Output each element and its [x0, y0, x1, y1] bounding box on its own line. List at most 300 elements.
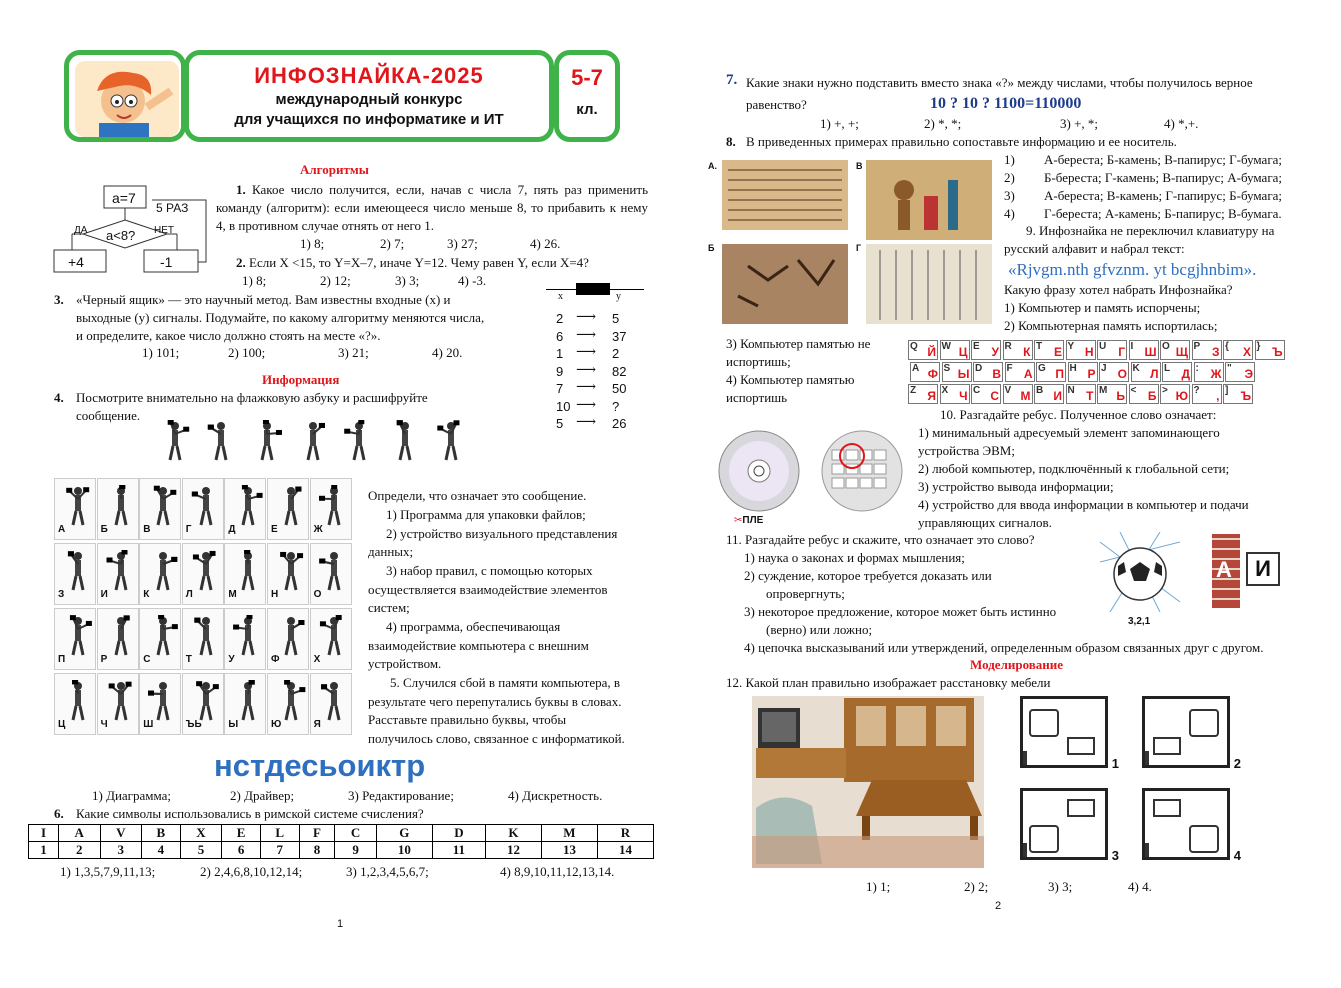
roman-symbol-cell: F [299, 825, 335, 842]
q11-letter-i-text: И [1255, 556, 1271, 581]
q8-option-text: Б-береста; Г-камень; В-папирус; А-бумага; [1044, 170, 1283, 185]
flag-cell [139, 608, 181, 670]
flag-letter: У [228, 654, 235, 665]
flag-figure [319, 615, 349, 661]
key-latin: < [1130, 385, 1137, 396]
semaphore-figure-icon [319, 680, 349, 722]
q10-option-4a: 4) устройство для ввода информации в компьютер и подачи [918, 497, 1249, 512]
flag-cell [182, 543, 224, 605]
rebus-10-letters: ПЛЕ [742, 515, 764, 526]
flag-figure [276, 615, 306, 661]
flag-letter: Л [185, 589, 193, 600]
flag-cell [267, 673, 309, 735]
roman-symbol-cell: E [222, 825, 261, 842]
key-latin: C [973, 385, 981, 396]
q11-letter-a: А [1216, 557, 1232, 582]
flag-cell [267, 478, 309, 540]
roman-value-cell: 2 [58, 842, 100, 859]
key-latin: Z [910, 385, 917, 396]
floor-plan [1020, 696, 1119, 771]
flag-letter: О [313, 589, 322, 600]
q9-option-3a: 3) Компьютер памятью не [726, 336, 871, 351]
keyboard-key [908, 384, 938, 404]
arrow-icon: ⟶ [576, 380, 597, 395]
key-latin: T [1036, 341, 1043, 352]
key-latin: M [1099, 385, 1108, 396]
key-latin: I [1130, 341, 1134, 352]
flag-letter: Е [271, 524, 278, 535]
q2-number: 2. [236, 255, 246, 270]
keyboard-key [971, 340, 1001, 360]
key-latin: K [1132, 363, 1140, 374]
semaphore-figure-icon [148, 680, 178, 722]
flag-message-figure [344, 420, 374, 466]
flag-figure [191, 485, 221, 531]
flag-figure [106, 550, 136, 596]
flag-figure [148, 550, 178, 596]
key-latin: { [1225, 341, 1229, 352]
q4-prompt: Определи, что означает это сообщение. [368, 488, 587, 503]
flag-figure [63, 615, 93, 661]
q4-option-3c: систем; [368, 600, 410, 615]
semaphore-figure-icon [319, 615, 349, 657]
keyboard-key [908, 340, 938, 360]
black-box-output: ? [612, 398, 620, 414]
q8-option-number: 1) [1004, 152, 1015, 167]
plan-table [1153, 737, 1181, 755]
keyboard-key [1068, 362, 1098, 382]
contest-subtitle-2: для учащихся по информатике и ИТ [234, 111, 504, 128]
flag-letter: Г [185, 524, 192, 535]
flag-figure [191, 550, 221, 596]
flag-cell [224, 543, 266, 605]
black-box-output: 50 [612, 381, 627, 396]
key-latin: F [1006, 363, 1013, 374]
roman-row-numbers [29, 842, 654, 859]
arrow-icon: ⟶ [576, 345, 597, 360]
semaphore-figure-icon [298, 420, 328, 462]
key-cyrillic: К [1023, 345, 1031, 359]
flag-figure [276, 550, 306, 596]
key-cyrillic: Й [927, 345, 936, 359]
flow-condition: a<8? [106, 228, 136, 243]
flag-message-figure [252, 420, 282, 466]
flag-letter: В [143, 524, 151, 535]
key-latin: R [1004, 341, 1012, 352]
key-latin: G [1038, 363, 1046, 374]
keyboard-key [942, 362, 972, 382]
semaphore-figure-icon [106, 615, 136, 657]
flag-message-figure [390, 420, 420, 466]
q1-answer-2: 2) 7; [380, 236, 405, 251]
black-box-output: 26 [612, 416, 627, 431]
flag-letter: Ш [143, 719, 154, 730]
q3-line-2: выходные (у) сигналы. Подумайте, по какому алгоритму меняются числа, [76, 310, 485, 325]
key-cyrillic: Л [1150, 367, 1159, 381]
q1-text: Какое число получится, если, начав с числа 7, пять раз применить команду (алгоритм): если имеющееся число меньше 8, то прибавить к нему 4, в противном случае отнять от него 1. [216, 182, 648, 233]
semaphore-figure-icon [233, 485, 263, 527]
flag-cell [139, 673, 181, 735]
flag-figure [319, 680, 349, 726]
semaphore-figure-icon [233, 680, 263, 722]
flag-cell [97, 608, 139, 670]
q10-option-1a: 1) минимальный адресуемый элемент запоминающего [918, 425, 1220, 440]
flag-figure [276, 485, 306, 531]
q8-option-text: А-береста; Б-камень; В-папирус; Г-бумага; [1044, 152, 1283, 167]
key-cyrillic: В [992, 367, 1001, 381]
semaphore-figure-icon [63, 550, 93, 592]
key-cyrillic: И [1053, 389, 1062, 403]
roman-value-cell: 14 [597, 842, 653, 859]
key-latin: L [1164, 363, 1171, 374]
flag-cell [97, 478, 139, 540]
semaphore-figure-icon [233, 615, 263, 657]
q7-line-2: равенство? [746, 97, 807, 112]
flag-letter: С [143, 654, 151, 665]
semaphore-figure-icon [106, 485, 136, 527]
q4-number: 4. [54, 390, 64, 405]
key-cyrillic: Б [1147, 389, 1157, 403]
mascot-image [75, 61, 179, 137]
q7-answer-2: 2) *, *; [924, 116, 962, 131]
q8-label-b: Б [708, 243, 715, 253]
q8-label-a: А. [708, 161, 717, 171]
floor-plan [1142, 696, 1241, 771]
keyboard-key [1255, 340, 1285, 360]
key-latin: A [912, 363, 920, 374]
cd-disc-image [716, 428, 802, 514]
flag-cell [310, 673, 352, 735]
flag-letter: Ж [313, 524, 323, 535]
flag-cell [224, 673, 266, 735]
key-cyrillic: О [1117, 367, 1127, 381]
flag-cell [139, 478, 181, 540]
q9-option-4a: 4) Компьютер памятью [726, 372, 855, 387]
q6-answer-2: 2) 2,4,6,8,10,12,14; [200, 864, 303, 879]
keyboard-key [1129, 384, 1159, 404]
key-latin: Q [910, 341, 918, 352]
q8-option-number: 4) [1004, 206, 1015, 221]
key-latin: B [1036, 385, 1044, 396]
semaphore-figure-icon [63, 485, 93, 527]
roman-symbol-cell: D [432, 825, 485, 842]
flag-figure [148, 485, 178, 531]
q3-line-3: и определите, какое число должно стоять на месте «?». [76, 328, 381, 343]
roman-symbol-cell: M [541, 825, 597, 842]
flag-cell [182, 478, 224, 540]
flag-letter: Ч [100, 719, 108, 730]
q1-answer-4: 4) 26. [530, 236, 561, 251]
semaphore-figure-icon [148, 550, 178, 592]
q9-line-3: Какую фразу хотел набрать Инфознайка? [1004, 282, 1233, 297]
semaphore-figure-icon [436, 420, 466, 462]
keyboard-key [1160, 340, 1190, 360]
flag-letter: Ф [271, 654, 280, 665]
flag-cell [54, 543, 96, 605]
plan-sofa [1189, 709, 1219, 737]
keyboard-key [1225, 362, 1255, 382]
q11-rebus-numbers: 3,2,1 [1128, 616, 1151, 627]
key-cyrillic: Э [1244, 367, 1253, 381]
key-cyrillic: Ц [958, 345, 968, 359]
flag-figure [233, 485, 263, 531]
q4-option-3b: осуществляется взаимодействие элементов [368, 582, 608, 597]
flag-figure [319, 550, 349, 596]
flag-cell [182, 608, 224, 670]
black-box-y-label: у [616, 291, 621, 302]
section-information: Информация [262, 372, 340, 387]
flag-cell [224, 608, 266, 670]
black-box-input: 1 [556, 346, 564, 361]
plan-number: 1 [1111, 756, 1119, 771]
semaphore-figure-icon [106, 680, 136, 722]
page-number-2: 2 [995, 900, 1002, 912]
roman-value-cell: 12 [485, 842, 541, 859]
arrow-icon: ⟶ [576, 415, 597, 430]
q6-answer-4: 4) 8,9,10,11,12,13,14. [500, 864, 615, 879]
semaphore-figure-icon [252, 420, 282, 462]
semaphore-figure-icon [276, 550, 306, 592]
semaphore-figure-icon [276, 485, 306, 527]
q1-number: 1. [236, 182, 246, 197]
semaphore-figure-icon [276, 680, 306, 722]
floor-plan [1020, 788, 1119, 863]
roman-symbol-cell: I [29, 825, 59, 842]
flag-figure [63, 680, 93, 726]
key-cyrillic: Д [1181, 367, 1190, 381]
rebus-10-text [734, 513, 763, 529]
keyboard-key [1097, 384, 1127, 404]
roman-value-cell: 11 [432, 842, 485, 859]
keyboard-key [1160, 384, 1190, 404]
q3-answer-3: 3) 21; [338, 345, 369, 360]
flag-figure [106, 485, 136, 531]
flag-letter: А [58, 524, 66, 535]
keyboard-photo [820, 430, 904, 512]
contest-title: ИНФОЗНАЙКА-2025 [254, 63, 484, 88]
flag-figure [106, 680, 136, 726]
plan-door [1023, 843, 1027, 857]
key-cyrillic: Ф [927, 367, 938, 381]
flag-figure [233, 615, 263, 661]
q11-line-1: 11. Разгадайте ребус и скажите, что означает это слово? [726, 532, 1035, 547]
key-latin: O [1162, 341, 1170, 352]
q12-answer-2: 2) 2; [964, 879, 989, 894]
roman-symbol-cell: R [597, 825, 653, 842]
black-box-input: 10 [556, 398, 571, 414]
key-latin: > [1162, 385, 1168, 396]
q1-answer-1: 1) 8; [300, 236, 325, 251]
q9-option-2: 2) Компьютерная память испортилась; [1004, 318, 1218, 333]
semaphore-figure-icon [390, 420, 420, 462]
page-number-1: 1 [337, 918, 344, 930]
flag-cell [267, 608, 309, 670]
q8-label-v: В [856, 161, 863, 171]
flag-figure [63, 485, 93, 531]
flag-figure [233, 550, 263, 596]
black-box-input: 2 [556, 311, 564, 326]
grade-frame [554, 50, 620, 142]
roman-symbol-cell: L [260, 825, 299, 842]
key-cyrillic: Ы [957, 367, 970, 381]
key-cyrillic: М [1020, 389, 1031, 403]
q10-option-2: 2) любой компьютер, подключённый к глобальной сети; [918, 461, 1230, 476]
roman-value-cell: 6 [222, 842, 261, 859]
key-latin: Y [1067, 341, 1075, 352]
q8-label-g: Г [856, 243, 862, 253]
flag-letter: Ю [271, 719, 282, 730]
plan-sofa [1029, 709, 1059, 737]
q11-letter-i [1246, 552, 1280, 586]
keyboard-key [973, 362, 1003, 382]
q10-line-1: 10. Разгадайте ребус. Полученное слово означает: [940, 407, 1217, 422]
key-cyrillic: Н [1084, 345, 1094, 359]
black-box-output: 37 [612, 328, 627, 344]
plan-table [1067, 799, 1095, 817]
q8-option-number: 3) [1004, 188, 1015, 203]
title-frame [184, 50, 554, 142]
key-cyrillic: Х [1242, 345, 1251, 359]
keyboard-key [1034, 384, 1064, 404]
semaphore-figure-icon [206, 420, 236, 462]
flag-letter: ЪЬ [185, 719, 202, 730]
flow-no: НЕТ [154, 225, 174, 236]
plan-table [1153, 799, 1181, 817]
keyboard-key [940, 384, 970, 404]
flow-plus: +4 [68, 254, 84, 270]
key-cyrillic: Р [1087, 367, 1096, 381]
q2-answer-1: 1) 8; [242, 273, 267, 288]
key-cyrillic: , [1216, 389, 1220, 403]
flag-letter: П [58, 654, 66, 665]
q8-option-number: 2) [1004, 170, 1015, 185]
key-latin: : [1195, 363, 1199, 374]
keyboard-key [1036, 362, 1066, 382]
q4-line-1: Посмотрите внимательно на флажковую азбуку и расшифруйте [76, 390, 428, 405]
q9-option-1: 1) Компьютер и память испорчены; [1004, 300, 1201, 315]
flag-cell [54, 478, 96, 540]
semaphore-figure-icon [344, 420, 374, 462]
q4-option-3a: 3) набор правил, с помощью которых [386, 563, 593, 578]
key-cyrillic: Ш [1144, 345, 1157, 359]
key-latin: " [1227, 363, 1232, 374]
key-latin: W [941, 341, 951, 352]
key-cyrillic: С [990, 389, 999, 403]
key-latin: X [941, 385, 949, 396]
mascot-frame [64, 50, 186, 142]
q10-option-3: 3) устройство вывода информации; [918, 479, 1114, 494]
q4-option-1: 1) Программа для упаковки файлов; [386, 507, 586, 522]
arrow-icon: ⟶ [576, 397, 597, 413]
q3-answer-4: 4) 20. [432, 345, 463, 360]
key-latin: } [1256, 341, 1261, 352]
roman-value-cell: 9 [335, 842, 377, 859]
key-latin: ? [1193, 385, 1200, 396]
flow-yes: ДА [74, 225, 88, 236]
key-latin: N [1067, 385, 1075, 396]
key-cyrillic: Ч [959, 389, 968, 403]
q2-text: Если X <15, то Y=X–7, иначе Y=12. Чему равен Y, если X=4? [249, 255, 589, 270]
black-box-output: 2 [612, 346, 620, 361]
flag-letter: Н [271, 589, 279, 600]
plan-number: 4 [1233, 848, 1241, 863]
q6-answer-3: 3) 1,2,3,4,5,6,7; [346, 864, 429, 879]
flag-letter: Д [228, 524, 236, 535]
key-latin: E [973, 341, 980, 352]
q10-option-1b: устройства ЭВМ; [918, 443, 1015, 458]
semaphore-figure-icon [319, 485, 349, 527]
roman-value-cell: 1 [29, 842, 59, 859]
key-cyrillic: Щ [1175, 345, 1188, 359]
keyboard-layout [908, 338, 1296, 404]
key-cyrillic: Е [1053, 345, 1062, 359]
grade-label: кл. [576, 101, 598, 118]
roman-value-cell: 10 [376, 842, 432, 859]
keyboard-key [1003, 340, 1033, 360]
semaphore-figure-icon [63, 615, 93, 657]
roman-row-symbols [29, 825, 654, 842]
q4-option-2a: 2) устройство визуального представления [386, 526, 618, 541]
roman-table [28, 824, 654, 859]
plan-sofa [1189, 825, 1219, 853]
q4-option-4a: 4) программа, обеспечивающая [386, 619, 561, 634]
q5-line-2: результате чего перепутались буквы в словах. [368, 694, 622, 709]
q4-option-4c: устройством. [368, 656, 442, 671]
roman-value-cell: 4 [142, 842, 181, 859]
flow-start: a=7 [112, 190, 136, 206]
flag-alphabet-grid [54, 478, 352, 736]
header-banner [64, 50, 620, 140]
q9-option-4b: испортишь [726, 390, 788, 405]
plan-sofa [1029, 825, 1059, 853]
q12-answer-4: 4) 4. [1128, 879, 1152, 894]
question-1 [216, 181, 648, 235]
flag-letter: Б [100, 524, 108, 535]
keyboard-key [1223, 384, 1253, 404]
flag-letter: Х [313, 654, 321, 665]
roman-symbol-cell: C [335, 825, 377, 842]
key-latin: H [1069, 363, 1077, 374]
room-photo [752, 696, 984, 868]
q5-answer-4: 4) Дискретность. [508, 788, 603, 803]
q5-line-1: 5. Случился сбой в памяти компьютера, в [390, 675, 621, 690]
question-2 [236, 255, 589, 271]
keyboard-key [1194, 362, 1224, 382]
q6-text: Какие символы использовались в римской системе счисления? [76, 806, 424, 821]
q9-line-1: 9. Инфознайка не переключил клавиатуру на [1026, 223, 1275, 238]
q5-answer-3: 3) Редактирование; [348, 788, 454, 803]
keyboard-key [1192, 340, 1222, 360]
plan-door [1145, 843, 1149, 857]
q3-line-1: «Черный ящик» — это научный метод. Вам известны входные (х) и [76, 292, 451, 307]
soccer-ball-image [1100, 532, 1180, 612]
flag-figure [191, 615, 221, 661]
q5-answer-1: 1) Диаграмма; [92, 788, 172, 803]
q4-option-4b: взаимодействие компьютера с внешним [368, 638, 589, 653]
semaphore-figure-icon [191, 615, 221, 657]
key-latin: P [1193, 341, 1201, 352]
flag-figure [106, 615, 136, 661]
semaphore-figure-icon [233, 550, 263, 592]
q11-option-1: 1) наука о законах и формах мышления; [744, 550, 965, 565]
key-cyrillic: П [1055, 367, 1064, 381]
q9-code: «Rjvgm.nth gfvznm. yt bcgjhnbim». [1008, 260, 1257, 279]
roman-symbol-cell: K [485, 825, 541, 842]
flow-minus: -1 [160, 254, 173, 270]
flag-message [160, 412, 480, 468]
q6-number: 6. [54, 806, 64, 821]
q7-number: 7. [726, 72, 738, 88]
